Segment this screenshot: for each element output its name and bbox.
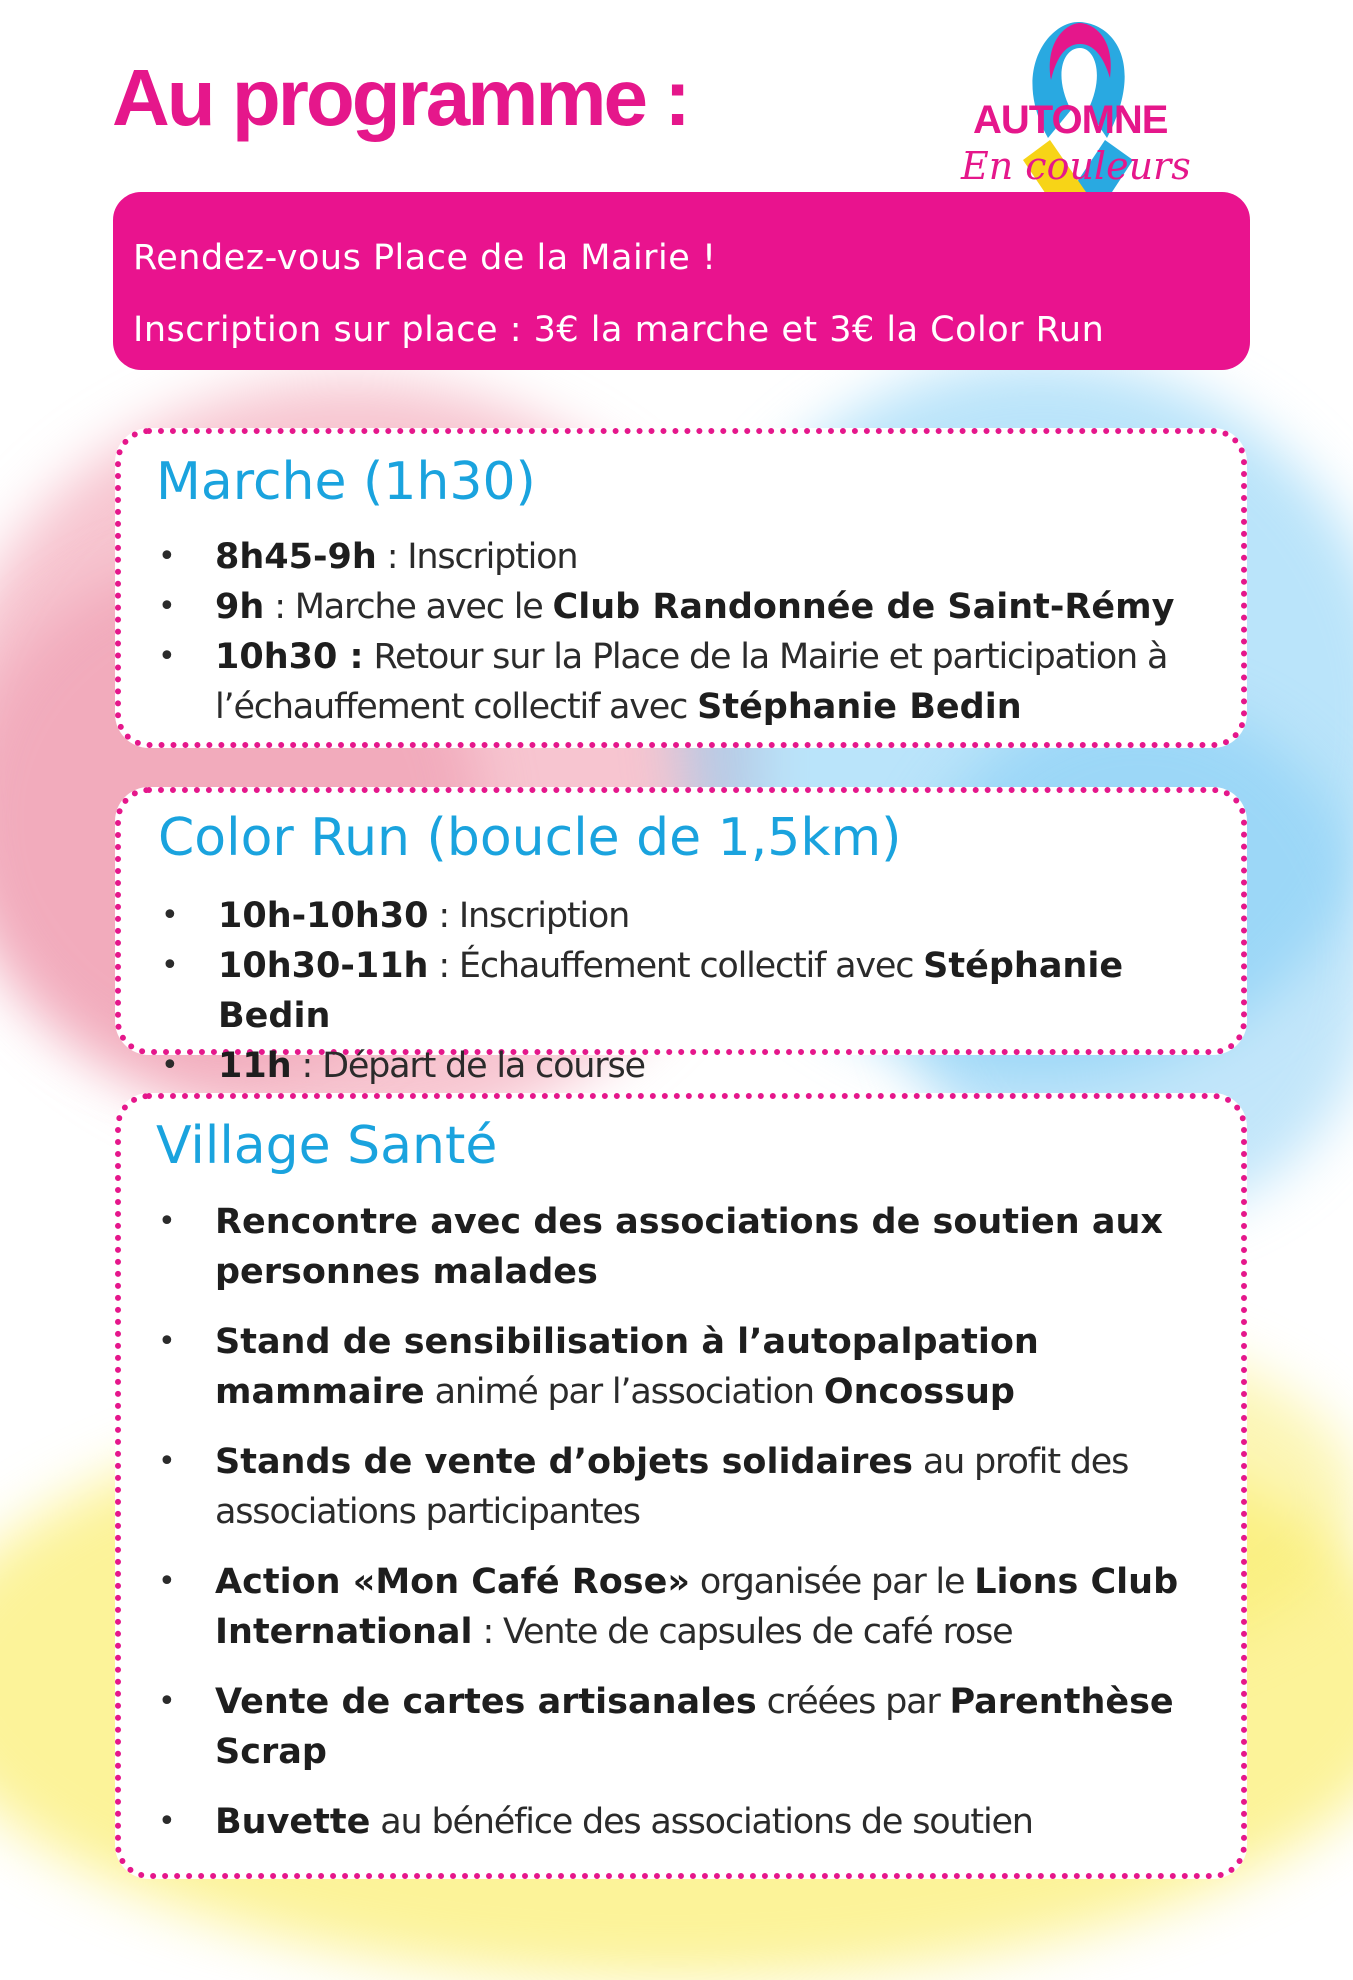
marche-section — [115, 428, 1247, 748]
banner-location: Rendez-vous Place de la Mairie ! — [133, 238, 717, 278]
bullet-icon: • — [161, 898, 179, 933]
bullet-icon: • — [158, 1564, 176, 1599]
bullet-icon: • — [158, 589, 176, 624]
list-item: • 10h30 : Retour sur la Place de la Mairie et participation à l’échauffement collectif avec Stéphanie Bedin — [156, 632, 1226, 732]
list-item: • Stands de vente d’objets solidaires au profit des associations participantes — [156, 1437, 1216, 1537]
list-item: • 10h30-11h : Échauffement collectif avec Stéphanie Bedin — [159, 941, 1239, 1041]
list-item: • Vente de cartes artisanales créées par Parenthèse Scrap — [156, 1677, 1216, 1777]
marche-list — [156, 532, 1226, 732]
list-item: • Stand de sensibilisation à l’autopalpation mammaire animé par l’association Oncossup — [156, 1317, 1216, 1417]
page-title: Au programme : — [112, 53, 688, 142]
bullet-icon: • — [158, 1444, 176, 1479]
bullet-icon: • — [161, 1048, 179, 1083]
bullet-icon: • — [158, 539, 176, 574]
logo-word-en-couleurs: En couleurs — [961, 144, 1191, 188]
bullet-icon: • — [161, 948, 179, 983]
village-sante-section — [115, 1093, 1247, 1879]
color-run-list — [159, 891, 1239, 1091]
list-item: • 8h45-9h : Inscription — [156, 532, 1226, 582]
list-item: • Action «Mon Café Rose» organisée par le Lions Club International : Vente de capsules de café rose — [156, 1557, 1216, 1657]
marche-title: Marche (1h30) — [156, 452, 536, 512]
village-sante-title: Village Santé — [156, 1116, 498, 1176]
bullet-icon: • — [158, 1684, 176, 1719]
village-sante-list — [156, 1197, 1216, 1867]
bullet-icon: • — [158, 639, 176, 674]
list-item: • 10h-10h30 : Inscription — [159, 891, 1239, 941]
list-item: • 11h : Départ de la course — [159, 1041, 1239, 1091]
color-run-section — [115, 787, 1247, 1086]
list-item: • 9h : Marche avec le Club Randonnée de Saint-Rémy — [156, 582, 1226, 632]
banner-registration: Inscription sur place : 3€ la marche et 3€ la Color Run — [133, 310, 1105, 350]
bullet-icon: • — [158, 1204, 176, 1239]
bullet-icon: • — [158, 1324, 176, 1359]
color-run-title: Color Run (boucle de 1,5km) — [158, 808, 902, 868]
list-item: • Buvette au bénéfice des associations de soutien — [156, 1797, 1216, 1847]
logo-word-automne: AUTOMNE — [973, 98, 1168, 142]
info-banner — [113, 192, 1250, 370]
bullet-icon: • — [158, 1804, 176, 1839]
list-item: • Rencontre avec des associations de soutien aux personnes malades — [156, 1197, 1216, 1297]
